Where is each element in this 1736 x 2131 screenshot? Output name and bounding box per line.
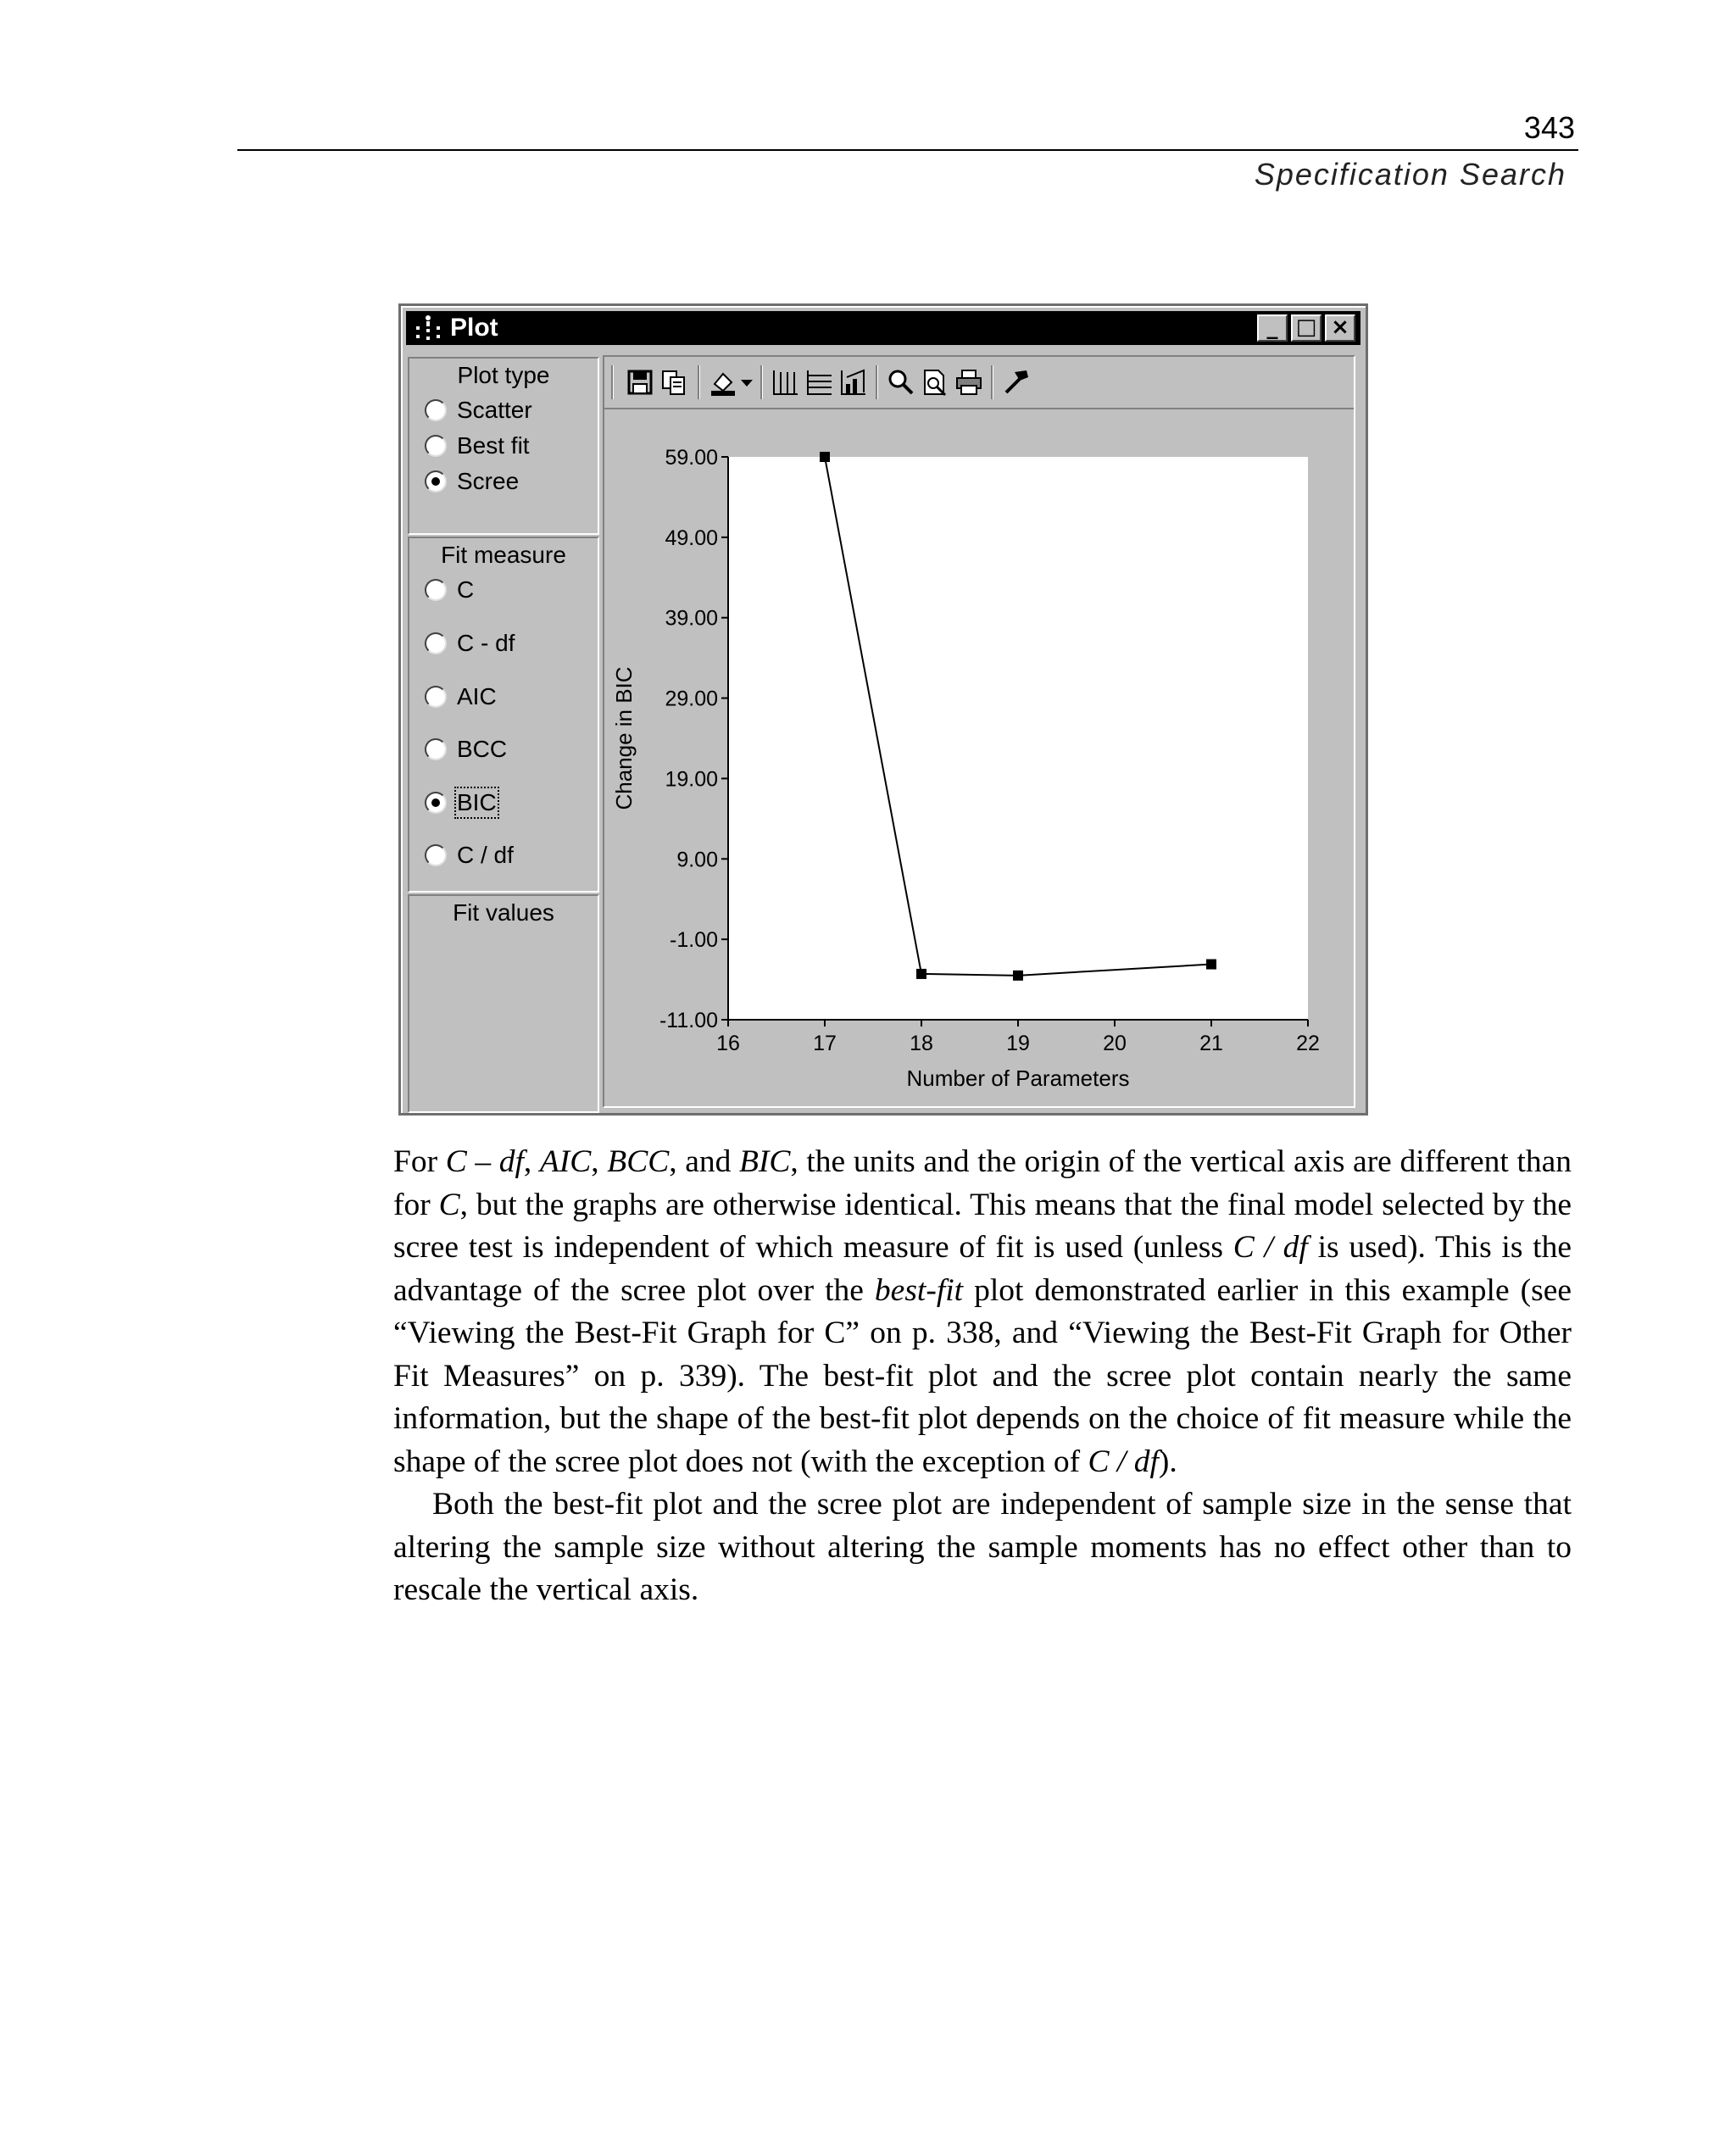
hammer-icon[interactable] <box>1001 367 1032 398</box>
radio-scatter[interactable] <box>425 396 532 425</box>
italic-term: C / df <box>1088 1444 1159 1479</box>
radio-label: BIC <box>457 789 497 815</box>
y-tick-label: 29.00 <box>665 687 718 711</box>
paragraph-1 <box>393 1141 1572 1483</box>
fit-measure-title: Fit measure <box>441 542 566 568</box>
x-axis <box>716 1020 1320 1055</box>
text-run: is used). This is the advantage of the scree plot over the <box>393 1230 1572 1308</box>
text-run: plot demonstrated earlier in this example (see “Viewing the Best-Fit Graph for C” on p. 338, and “Viewing the Best-Fit Graph for Other Fit Measures” on p. 339). The best-fit plot and the scree plot contain nearly the same information, but the shape of the best-fit plot depends on the choice of fit measure while the shape of the scree plot does not (with the exception of <box>393 1272 1572 1479</box>
x-tick-label: 16 <box>716 1032 740 1055</box>
body-text <box>393 1141 1572 1612</box>
maximize-button[interactable]: □ <box>1291 314 1321 342</box>
y-tick-label: 39.00 <box>665 606 718 631</box>
fit-measure-group <box>408 537 599 893</box>
radio-label: C - df <box>457 630 515 656</box>
plot-window <box>398 303 1368 1116</box>
title-bar[interactable] <box>406 311 1360 345</box>
italic-term: AIC <box>539 1144 592 1179</box>
radio-button-checked[interactable] <box>425 792 447 814</box>
radio-scree[interactable] <box>425 467 519 496</box>
x-tick-label: 19 <box>1006 1032 1030 1055</box>
radio-button[interactable] <box>425 686 447 708</box>
x-tick-label: 17 <box>813 1032 837 1055</box>
text-run: , and <box>669 1144 739 1179</box>
radio-c-per-df[interactable] <box>425 841 514 870</box>
section-title: Specification Search <box>1254 157 1566 192</box>
x-tick-label: 20 <box>1103 1032 1127 1055</box>
radio-button[interactable] <box>425 738 447 760</box>
window-title: Plot <box>450 314 498 342</box>
print-preview-icon[interactable] <box>920 367 950 398</box>
vertical-grid-icon[interactable] <box>771 367 801 398</box>
zoom-icon[interactable] <box>886 367 916 398</box>
data-point <box>1013 971 1023 981</box>
x-tick-label: 22 <box>1296 1032 1320 1055</box>
radio-bcc[interactable] <box>425 735 507 764</box>
close-button[interactable]: × <box>1325 314 1355 342</box>
horizontal-grid-icon[interactable] <box>804 367 835 398</box>
chart-frame <box>603 355 1355 1108</box>
radio-best-fit[interactable] <box>425 431 530 460</box>
scree-plot <box>604 409 1354 1106</box>
data-point <box>1206 960 1216 970</box>
radio-button[interactable] <box>425 632 447 654</box>
paragraph-2: Both the best-fit plot and the scree plot are independent of sample size in the sense that altering the sample size without altering the sample moments has no effect other than to rescale the vertical axis. <box>393 1487 1572 1607</box>
radio-button[interactable] <box>425 844 447 866</box>
text-run: , the units and the origin of the vertical axis are different than for <box>393 1144 1572 1222</box>
text-run: For <box>393 1144 446 1179</box>
italic-term: C – df <box>445 1144 524 1179</box>
y-axis <box>659 446 728 1032</box>
x-tick-label: 18 <box>910 1032 933 1055</box>
text-run: , <box>523 1144 540 1179</box>
copy-icon[interactable] <box>659 367 689 398</box>
radio-label: AIC <box>457 683 497 709</box>
fit-values-title: Fit values <box>453 899 554 926</box>
italic-term: best-fit <box>874 1272 964 1308</box>
text-run: , but the graphs are otherwise identical. This means that the final model selected by the scree test is independent of which measure of fit is used (unless <box>393 1187 1572 1265</box>
radio-aic[interactable] <box>425 682 497 711</box>
radio-button-checked[interactable] <box>425 470 447 492</box>
toolbar-separator <box>991 365 993 399</box>
italic-term: BCC <box>607 1144 670 1179</box>
page-number: 343 <box>1523 110 1575 145</box>
y-tick-label: 9.00 <box>676 848 718 872</box>
radio-button[interactable] <box>425 435 447 457</box>
print-icon[interactable] <box>954 367 984 398</box>
text-run: ). <box>1158 1444 1177 1479</box>
italic-term: C / df <box>1232 1230 1308 1265</box>
fill-color-icon[interactable] <box>708 367 738 398</box>
data-point <box>820 452 830 462</box>
italic-term: C <box>438 1187 460 1222</box>
axis-scale-icon[interactable] <box>838 367 869 398</box>
header-rule <box>237 149 1578 151</box>
y-tick-label: 19.00 <box>665 767 718 792</box>
app-icon <box>413 314 443 342</box>
dropdown-arrow-icon[interactable] <box>738 367 755 398</box>
plot-type-group <box>408 357 599 535</box>
save-icon[interactable] <box>625 367 655 398</box>
radio-c[interactable] <box>425 576 474 604</box>
radio-button[interactable] <box>425 399 447 421</box>
toolbar-grip[interactable] <box>611 365 614 399</box>
fit-values-group <box>408 894 599 1113</box>
toolbar-separator <box>876 365 878 399</box>
radio-button[interactable] <box>425 579 447 601</box>
y-tick-label: 59.00 <box>665 446 718 470</box>
x-axis-label: Number of Parameters <box>906 1066 1130 1091</box>
radio-label: Scatter <box>457 397 532 423</box>
toolbar <box>604 357 1354 409</box>
plot-type-title: Plot type <box>457 362 550 388</box>
text-run: , <box>591 1144 608 1179</box>
toolbar-separator <box>760 365 763 399</box>
toolbar-separator <box>698 365 700 399</box>
radio-c-df[interactable] <box>425 629 515 658</box>
radio-label: Scree <box>457 468 520 494</box>
radio-label: Best fit <box>457 432 530 459</box>
y-tick-label: 49.00 <box>665 526 718 550</box>
x-tick-label: 21 <box>1199 1032 1223 1055</box>
minimize-button[interactable]: _ <box>1257 314 1288 342</box>
radio-bic[interactable] <box>425 788 497 817</box>
italic-term: BIC <box>738 1144 791 1179</box>
y-tick-label: -1.00 <box>670 928 718 953</box>
radio-label: BCC <box>457 736 508 762</box>
y-tick-label: -11.00 <box>659 1009 718 1032</box>
plot-area <box>728 457 1308 1020</box>
data-point <box>916 969 926 979</box>
radio-label: C <box>457 576 475 603</box>
radio-label: C / df <box>457 842 514 868</box>
y-axis-label: Change in BIC <box>611 666 637 810</box>
